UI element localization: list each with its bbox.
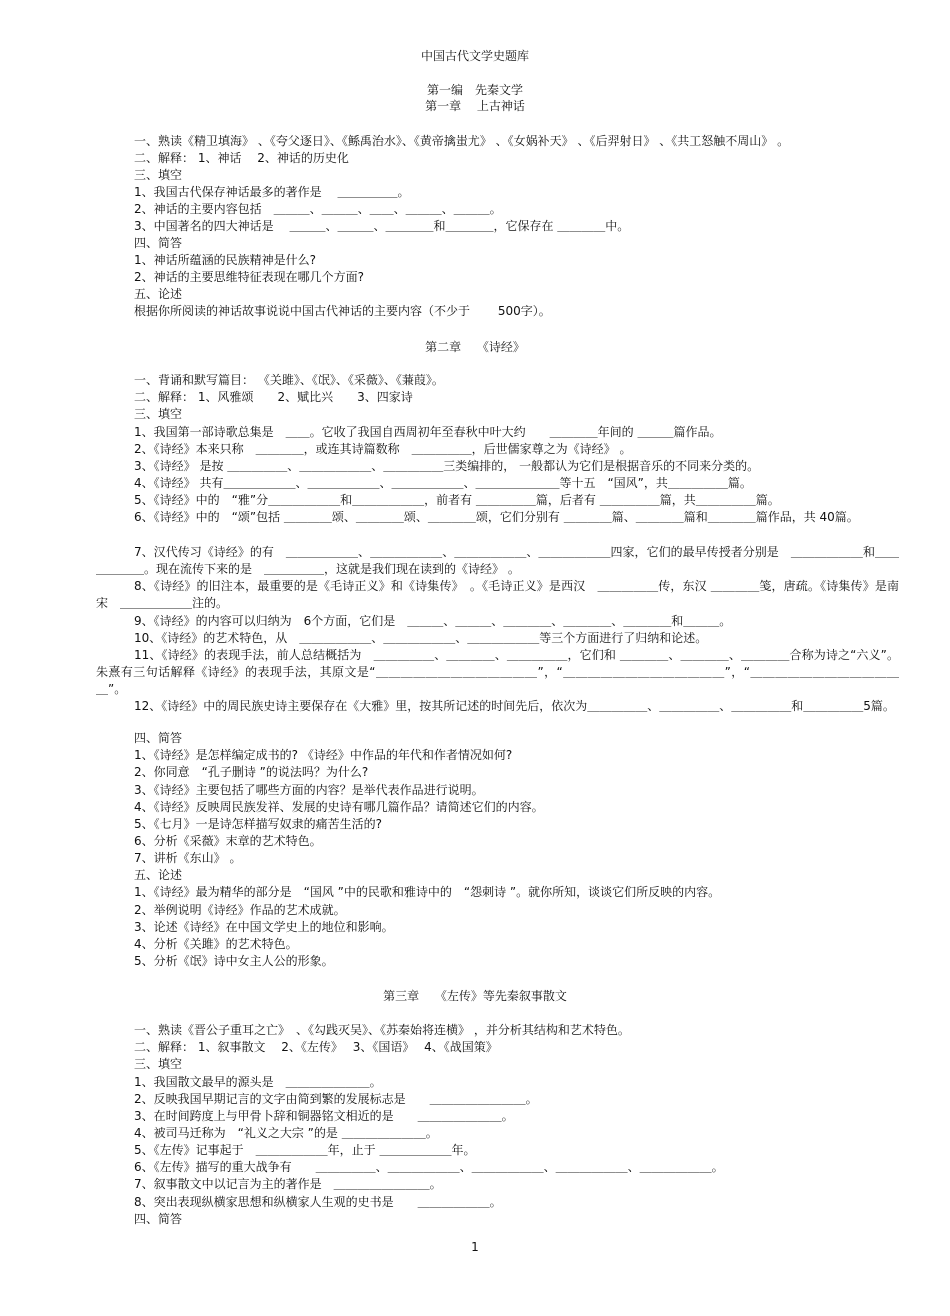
ch2-line: 5、《诗经》中的 “雅”分＿＿＿＿＿＿和＿＿＿＿＿＿，前者有 ＿＿＿＿＿篇，后者有 ＿＿＿＿＿篇，共＿＿＿＿＿篇。	[134, 493, 780, 507]
ch2-line: 5、分析《氓》诗中女主人公的形象。	[134, 954, 334, 968]
ch3-line: 3、在时间跨度上与甲骨卜辞和铜器铭文相近的是 ＿＿＿＿＿＿＿。	[134, 1109, 514, 1123]
ch3-line: 8、突出表现纵横家思想和纵横家人生观的史书是 ＿＿＿＿＿＿。	[134, 1195, 502, 1209]
chapter-1-heading: 第一章 上古神话	[425, 99, 525, 113]
ch3-line: 7、叙事散文中以记言为主的著作是 ＿＿＿＿＿＿＿＿。	[134, 1177, 442, 1191]
ch2-line: 1、我国第一部诗歌总集是 ＿＿。它收了我国自西周初年至春秋中叶大约 ＿＿＿＿年间的 ＿＿＿篇作品。	[134, 425, 722, 439]
ch2-line: 四、简答	[134, 731, 183, 745]
ch2-line: 4、《诗经》 共有＿＿＿＿＿＿、＿＿＿＿＿＿、＿＿＿＿＿＿、＿＿＿＿＿＿＿等十五 “国风”，共＿＿＿＿＿篇。	[134, 476, 752, 490]
ch2-line: 3、《诗经》主要包括了哪些方面的内容？是举代表作品进行说明。	[134, 783, 484, 797]
ch2-line: 三、填空	[134, 407, 183, 421]
ch1-line: 2、神话的主要内容包括 ＿＿＿、＿＿＿、＿＿、＿＿＿、＿＿＿。	[134, 202, 502, 216]
ch2-line-10: 10、《诗经》的艺术特色，从 ＿＿＿＿＿＿、＿＿＿＿＿＿、＿＿＿＿＿＿等三个方面进行了归纳和论述。	[134, 631, 708, 645]
chapter-3-heading: 第三章 《左传》等先秦叙事散文	[383, 989, 567, 1003]
ch3-line: 一、熟读《晋公子重耳之亡》 、《勾践灭吴》、《苏秦始将连横》 ，并分析其结构和艺术特色。	[134, 1023, 630, 1037]
ch2-para-8: 8、《诗经》的旧注本，最重要的是《毛诗正义》和《诗集传》 。《毛诗正义》是西汉 ＿＿＿＿＿传，东汉 ＿＿＿＿笺，唐疏。《诗集传》是南宋 ＿＿＿＿＿＿注的。	[96, 579, 899, 610]
ch2-para-6: 6、《诗经》中的 “颂”包括 ＿＿＿＿颂、＿＿＿＿颂、＿＿＿＿颂，它们分别有 ＿＿＿＿篇、＿＿＿＿篇和＿＿＿＿篇作品，共 40篇。	[134, 510, 859, 524]
ch1-line: 1、我国古代保存神话最多的著作是 ＿＿＿＿＿。	[134, 185, 410, 199]
ch3-line: 三、填空	[134, 1057, 183, 1071]
ch2-line: 1、《诗经》最为精华的部分是 “国风 ”中的民歌和雅诗中的 “怨刺诗 ”。就你所知，谈谈它们所反映的内容。	[134, 885, 721, 899]
ch1-line: 五、论述	[134, 287, 183, 301]
ch1-line: 3、中国著名的四大神话是 ＿＿＿、＿＿＿、＿＿＿＿和＿＿＿＿，它保存在 ＿＿＿＿中。	[134, 219, 630, 233]
ch3-line: 二、解释： 1、叙事散文 2、《左传》 3、《国语》 4、《战国策》	[134, 1040, 498, 1054]
ch2-line: 4、《诗经》反映周民族发祥、发展的史诗有哪几篇作品？请简述它们的内容。	[134, 800, 544, 814]
page-number: 1	[471, 1240, 479, 1254]
ch2-line-9: 9、《诗经》的内容可以归纳为 6个方面，它们是 ＿＿＿、＿＿＿、＿＿＿＿、＿＿＿＿、＿＿＿＿和＿＿＿。	[134, 614, 732, 628]
ch1-line: 二、解释： 1、神话 2、神话的历史化	[134, 151, 349, 165]
ch1-line: 1、神话所蕴涵的民族精神是什么?	[134, 253, 317, 267]
ch2-line: 一、背诵和默写篇目： 《关雎》、《氓》、《采薇》、《蒹葭》。	[134, 373, 444, 387]
ch1-line: 四、简答	[134, 236, 183, 250]
ch3-line: 1、我国散文最早的源头是 ＿＿＿＿＿＿＿。	[134, 1075, 382, 1089]
ch1-line: 2、神话的主要思维特征表现在哪几个方面?	[134, 270, 365, 284]
ch2-line: 4、分析《关雎》的艺术特色。	[134, 937, 298, 951]
ch2-line: 6、分析《采薇》末章的艺术特色。	[134, 834, 322, 848]
ch2-line: 3、《诗经》 是按 ＿＿＿＿＿、＿＿＿＿＿＿、＿＿＿＿＿三类编排的， 一般都认为它们是根据音乐的不同来分类的。	[134, 459, 760, 473]
ch3-line: 4、被司马迁称为 “礼义之大宗 ”的是 ＿＿＿＿＿＿＿。	[134, 1126, 438, 1140]
ch3-line: 2、反映我国早期记言的文字由简到繁的发展标志是 ＿＿＿＿＿＿＿＿。	[134, 1092, 538, 1106]
ch2-para-12: 12、《诗经》中的周民族史诗主要保存在《大雅》里，按其所记述的时间先后，依次为＿＿＿＿＿、＿＿＿＿＿、＿＿＿＿＿和＿＿＿＿＿5篇。	[134, 699, 895, 713]
ch2-line: 二、解释： 1、风雅颂 2、赋比兴 3、四家诗	[134, 390, 413, 404]
document-title: 中国古代文学史题库	[420, 49, 529, 63]
ch2-line: 2、举例说明《诗经》作品的艺术成就。	[134, 903, 346, 917]
chapter-2-heading: 第二章 《诗经》	[425, 340, 525, 354]
ch3-line: 四、简答	[134, 1212, 183, 1226]
ch2-para-7: 7、汉代传习《诗经》的有 ＿＿＿＿＿＿、＿＿＿＿＿＿、＿＿＿＿＿＿、＿＿＿＿＿＿四家，它们的最早传授者分别是 ＿＿＿＿＿＿和＿＿＿＿＿＿。现在流传下来的是 ＿＿＿＿＿，这就是我们现在读到的《诗经》 。	[96, 545, 899, 576]
ch2-line: 2、《诗经》本来只称 ＿＿＿＿，或连其诗篇数称 ＿＿＿＿＿，后世儒家尊之为《诗经》 。	[134, 442, 632, 456]
ch3-line: 6、《左传》描写的重大战争有 ＿＿＿＿＿、＿＿＿＿＿＿、＿＿＿＿＿＿、＿＿＿＿＿＿、＿＿＿＿＿＿。	[134, 1160, 724, 1174]
ch3-line: 5、《左传》记事起于 ＿＿＿＿＿＿年，止于 ＿＿＿＿＿＿年。	[134, 1143, 476, 1157]
ch1-line: 根据你所阅读的神话故事说说中国古代神话的主要内容（不少于 500字）。	[134, 304, 551, 318]
ch2-line: 3、论述《诗经》在中国文学史上的地位和影响。	[134, 920, 394, 934]
ch2-para-11: 11、《诗经》的表现手法，前人总结概括为 ＿＿＿＿＿、＿＿＿＿、＿＿＿＿＿，它们和 ＿＿＿＿、＿＿＿＿、＿＿＿＿合称为诗之“六义”。朱熹有三句话解释《诗经》的表现手法，其原文是“＿＿＿＿＿＿＿＿＿＿＿＿＿”，“＿＿＿＿＿＿＿＿＿＿＿＿＿”，“＿＿＿＿＿＿＿＿＿＿＿＿＿”。	[96, 648, 899, 696]
ch2-line: 1、《诗经》是怎样编定成书的? 《诗经》中作品的年代和作者情况如何?	[134, 748, 513, 762]
ch1-line: 三、填空	[134, 168, 183, 182]
ch2-line: 5、《七月》一是诗怎样描写奴隶的痛苦生活的?	[134, 817, 383, 831]
ch2-line: 五、论述	[134, 868, 183, 882]
ch1-line: 一、熟读《精卫填海》 、《夸父逐日》、《鲧禹治水》、《黄帝擒蚩尤》 、《女娲补天》 、《后羿射日》 、《共工怒触不周山》 。	[134, 134, 790, 148]
part-heading: 第一编 先秦文学	[426, 83, 523, 97]
ch2-line: 2、你同意 “孔子删诗 ”的说法吗？为什么?	[134, 765, 369, 779]
ch2-line: 7、讲析《东山》 。	[134, 851, 242, 865]
